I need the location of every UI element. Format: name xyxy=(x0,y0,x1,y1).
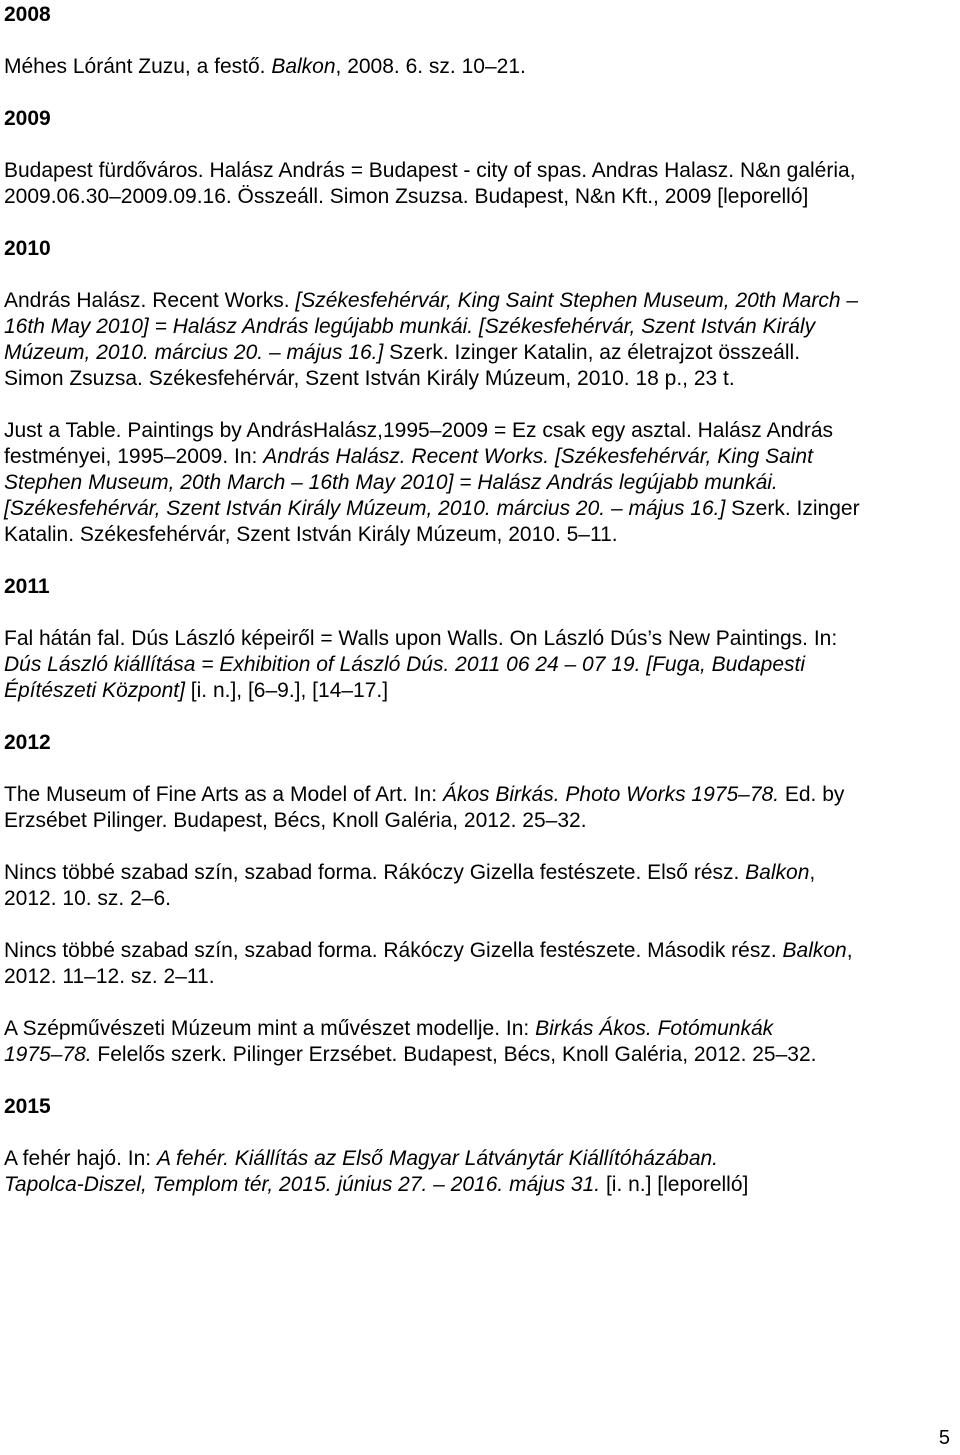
entry-text: 2009.06.30–2009.09.16. Összeáll. Simon Zsuzsa. Budapest, N&n Kft., 2009 [leporelló] xyxy=(4,185,809,208)
italic-title: Ákos Birkás. Photo Works 1975–78. xyxy=(442,783,780,806)
bibliography-line xyxy=(4,1016,773,1042)
bibliography-line xyxy=(4,938,853,964)
year-heading: 2008 xyxy=(4,3,51,26)
italic-title: Múzeum, 2010. március 20. – május 16.] xyxy=(4,341,384,364)
year-heading: 2010 xyxy=(4,237,51,260)
bibliography-line xyxy=(4,54,526,80)
italic-title: [Székesfehérvár, King Saint Stephen Museum, 20th March – xyxy=(295,289,859,312)
italic-title: Tapolca-Diszel, Templom tér, 2015. június 27. – 2016. május 31. xyxy=(4,1173,601,1196)
entry-text: Nincs többé szabad szín, szabad forma. Rákóczy Gizella festészete. Második rész. xyxy=(4,939,783,962)
bibliography-line xyxy=(4,652,805,678)
entry-text: 2012. 10. sz. 2–6. xyxy=(4,887,171,910)
bibliography-line xyxy=(4,184,808,210)
entry-text: 2012. 11–12. sz. 2–11. xyxy=(4,965,215,988)
bibliography-line xyxy=(4,626,837,652)
bibliography-line xyxy=(4,1146,718,1172)
bibliography-line xyxy=(4,964,215,990)
entry-text: [i. n.] [leporelló] xyxy=(600,1173,749,1196)
entry-text: Nincs többé szabad szín, szabad forma. Rákóczy Gizella festészete. Első rész. xyxy=(4,861,746,884)
entry-text: festményei, 1995–2009. In: xyxy=(4,445,264,468)
entry-text: Felelős szerk. Pilinger Erzsébet. Budapest, Bécs, Knoll Galéria, 2012. 25–32. xyxy=(91,1043,817,1066)
bibliography-line xyxy=(4,444,813,470)
bibliography-line xyxy=(4,496,860,522)
entry-text: , xyxy=(846,939,853,962)
entry-text: [i. n.], [6–9.], [14–17.] xyxy=(184,679,389,702)
italic-title: Építészeti Központ] xyxy=(4,679,185,702)
bibliography-line xyxy=(4,808,587,834)
bibliography-line xyxy=(4,1172,748,1198)
italic-title: 16th May 2010] = Halász András legújabb munkái. [Székesfehérvár, Szent István Király xyxy=(4,315,816,338)
entry-text: Simon Zsuzsa. Székesfehérvár, Szent István Király Múzeum, 2010. 18 p., 23 t. xyxy=(4,367,735,390)
bibliography-line xyxy=(4,470,778,496)
year-heading: 2015 xyxy=(4,1095,51,1118)
bibliography-line xyxy=(4,366,735,392)
italic-title: [Székesfehérvár, Szent István Király Múzeum, 2010. március 20. – május 16.] xyxy=(4,497,726,520)
entry-text: The Museum of Fine Arts as a Model of Art. In: xyxy=(4,783,443,806)
italic-title: Birkás Ákos. Fotómunkák xyxy=(535,1017,774,1040)
italic-title: András Halász. Recent Works. [Székesfehérvár, King Saint xyxy=(263,445,813,468)
entry-text: , 2008. 6. sz. 10–21. xyxy=(335,55,526,78)
entry-text: Erzsébet Pilinger. Budapest, Bécs, Knoll Galéria, 2012. 25–32. xyxy=(4,809,587,832)
bibliography-line xyxy=(4,314,815,340)
bibliography-line xyxy=(4,678,388,704)
entry-text: Budapest fürdőváros. Halász András = Budapest - city of spas. Andras Halasz. N&n galéria, xyxy=(4,159,856,182)
bibliography-line xyxy=(4,522,618,548)
italic-title: Balkon xyxy=(782,939,847,962)
entry-text: Szerk. Izinger xyxy=(725,497,860,520)
entry-text: Ed. by xyxy=(779,783,845,806)
entry-text: A fehér hajó. In: xyxy=(4,1147,157,1170)
italic-title: Stephen Museum, 20th March – 16th May 2010] = Halász András legújabb munkái. xyxy=(4,471,778,494)
entry-text: Fal hátán fal. Dús László képeiről = Walls upon Walls. On László Dús’s New Paintings. In: xyxy=(4,627,838,650)
entry-text: Méhes Lóránt Zuzu, a festő. xyxy=(4,55,272,78)
bibliography-line xyxy=(4,860,815,886)
bibliography-line xyxy=(4,1042,816,1068)
italic-title: Dús László kiállítása = Exhibition of László Dús. 2011 06 24 – 07 19. [Fuga, Budapesti xyxy=(4,653,806,676)
year-heading: 2012 xyxy=(4,731,51,754)
italic-title: 1975–78. xyxy=(4,1043,92,1066)
italic-title: Balkon xyxy=(271,55,336,78)
bibliography-line xyxy=(4,782,844,808)
entry-text: Katalin. Székesfehérvár, Szent István Király Múzeum, 2010. 5–11. xyxy=(4,523,618,546)
entry-text: Just a Table. Paintings by AndrásHalász,1995–2009 = Ez csak egy asztal. Halász András xyxy=(4,419,834,442)
bibliography-line xyxy=(4,158,856,184)
italic-title: A fehér. Kiállítás az Első Magyar Látványtár Kiállítóházában. xyxy=(156,1147,719,1170)
entry-text: A Szépművészeti Múzeum mint a művészet modellje. In: xyxy=(4,1017,536,1040)
entry-text: Szerk. Izinger Katalin, az életrajzot összeáll. xyxy=(383,341,801,364)
year-heading: 2011 xyxy=(4,575,50,598)
bibliography-line xyxy=(4,340,800,366)
entry-text: András Halász. Recent Works. xyxy=(4,289,296,312)
page-number: 5 xyxy=(938,1427,950,1449)
bibliography-line xyxy=(4,886,171,912)
bibliography-line xyxy=(4,288,858,314)
bibliography-line xyxy=(4,418,833,444)
italic-title: Balkon xyxy=(745,861,810,884)
entry-text: , xyxy=(809,861,816,884)
year-heading: 2009 xyxy=(4,107,51,130)
